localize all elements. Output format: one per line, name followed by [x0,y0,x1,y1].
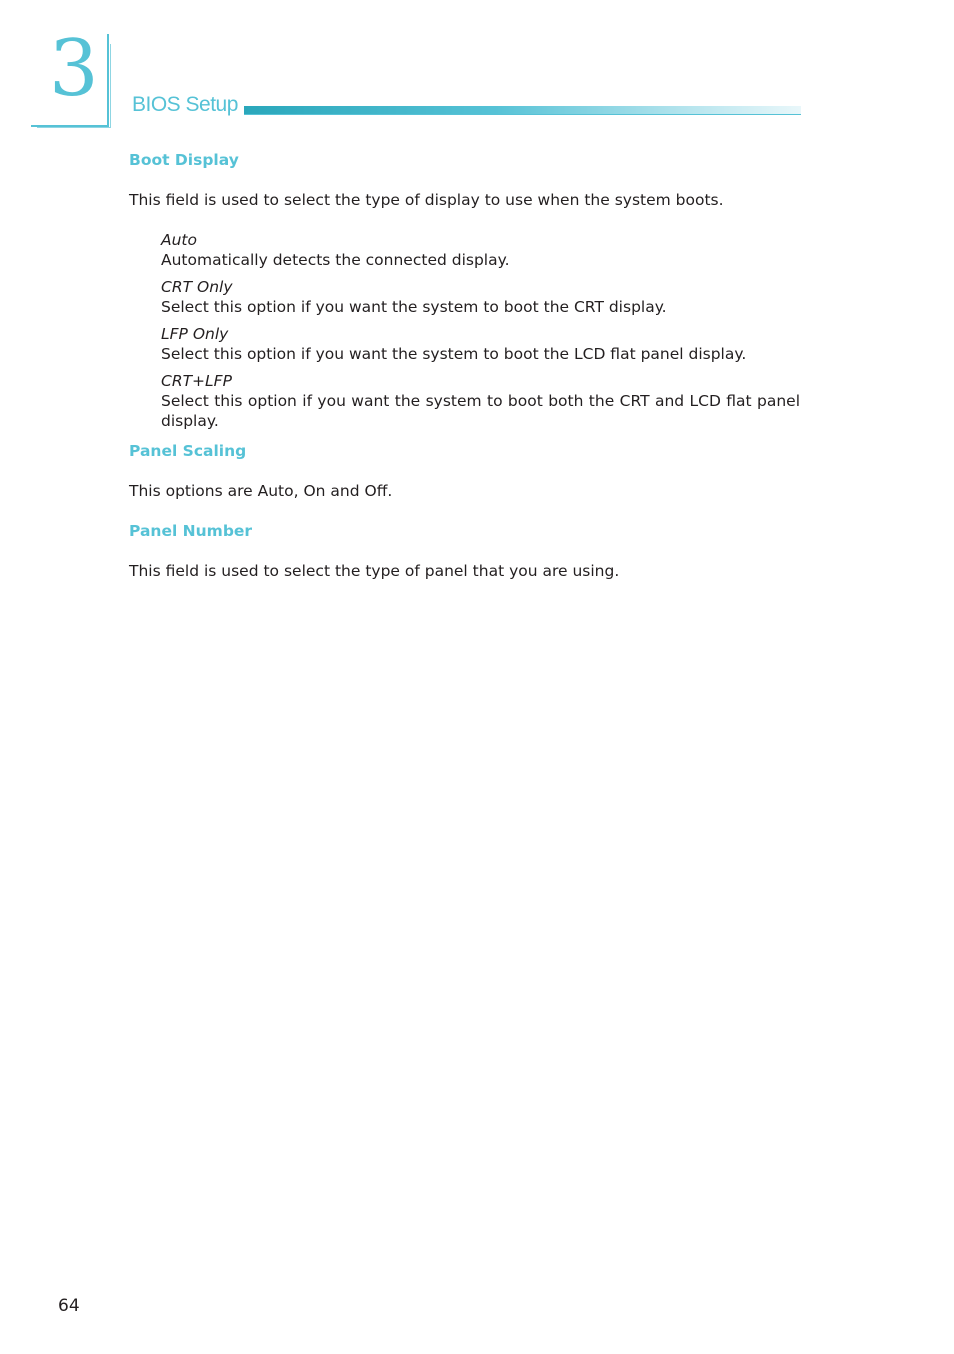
chapter-frame-rule-horizontal [37,127,110,128]
option-description: Select this option if you want the system to boot the CRT display. [161,298,667,316]
section-heading: Panel Number [129,522,253,540]
section-boot-display [129,150,800,431]
page-number: 64 [58,1296,80,1316]
option-description: Select this option if you want the system to boot both the CRT and LCD flat panel display. [161,392,800,430]
chapter-title: BIOS Setup [132,93,238,116]
chapter-frame-rule-vertical [110,44,111,128]
option-name: CRT+LFP [161,372,232,390]
option-name: LFP Only [161,325,229,343]
option-item [161,277,800,317]
option-item [161,324,800,364]
section-text: This options are Auto, On and Off. [129,482,393,500]
chapter-number: 3 [49,24,99,114]
option-description: Select this option if you want the system to boot the LCD flat panel display. [161,345,747,363]
section-text: This field is used to select the type of panel that you are using. [129,562,620,580]
page-content [129,150,800,601]
option-name: Auto [161,231,197,249]
option-name: CRT Only [161,278,233,296]
chapter-title-bar [244,106,801,114]
option-item [161,371,800,431]
option-item [161,230,800,270]
section-panel-number [129,521,800,581]
section-text: This field is used to select the type of display to use when the system boots. [129,191,724,209]
section-panel-scaling [129,441,800,501]
option-description: Automatically detects the connected display. [161,251,510,269]
option-list [161,230,800,431]
section-heading: Boot Display [129,151,239,169]
chapter-title-underline [244,114,801,115]
section-heading: Panel Scaling [129,442,247,460]
